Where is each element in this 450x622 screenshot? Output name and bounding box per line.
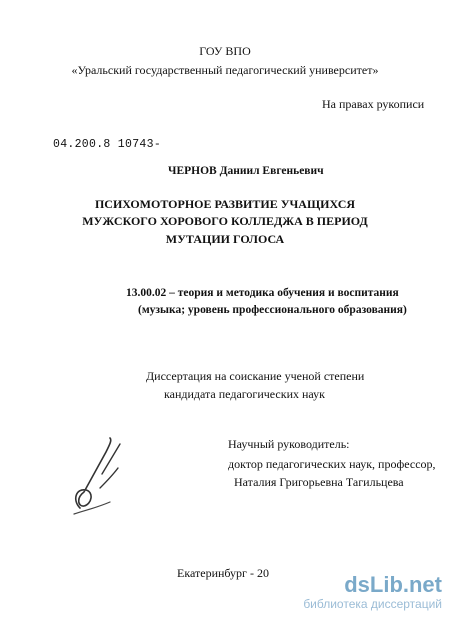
thesis-title-line: ПСИХОМОТОРНОЕ РАЗВИТИЕ УЧАЩИХСЯ <box>94 197 356 211</box>
supervisor-name: Наталия Григорьевна Тагильцева <box>234 475 404 489</box>
handwritten-signature <box>66 430 136 520</box>
author-name: ЧЕРНОВ Даниил Евгеньевич <box>168 165 324 177</box>
degree-statement-line: Диссертация на соискание ученой степени <box>146 369 365 383</box>
specialty-code-line: 13.00.02 – теория и методика обучения и воспитания <box>126 287 399 299</box>
specialty-detail-line: (музыка; уровень профессионального образования) <box>138 304 407 316</box>
university-name: «Уральский государственный педагогический университет» <box>71 63 379 77</box>
degree-statement-line: кандидата педагогических наук <box>164 387 325 401</box>
dslib-watermark <box>303 573 442 611</box>
watermark-title: dsLib.net <box>344 572 442 597</box>
organization-abbreviation: ГОУ ВПО <box>199 44 251 58</box>
thesis-title-line: МУЖСКОГО ХОРОВОГО КОЛЛЕДЖА В ПЕРИОД <box>82 214 368 228</box>
city-and-year: Екатеринбург - 20 <box>177 566 269 580</box>
catalog-number-stamp: 04.200.8 10743- <box>53 138 162 151</box>
supervisor-label: Научный руководитель: <box>228 437 350 451</box>
manuscript-rights-note: На правах рукописи <box>322 97 425 111</box>
supervisor-degree: доктор педагогических наук, профессор, <box>228 457 436 471</box>
thesis-title-line: МУТАЦИИ ГОЛОСА <box>165 232 285 246</box>
watermark-subtitle: библиотека диссертаций <box>303 597 442 611</box>
